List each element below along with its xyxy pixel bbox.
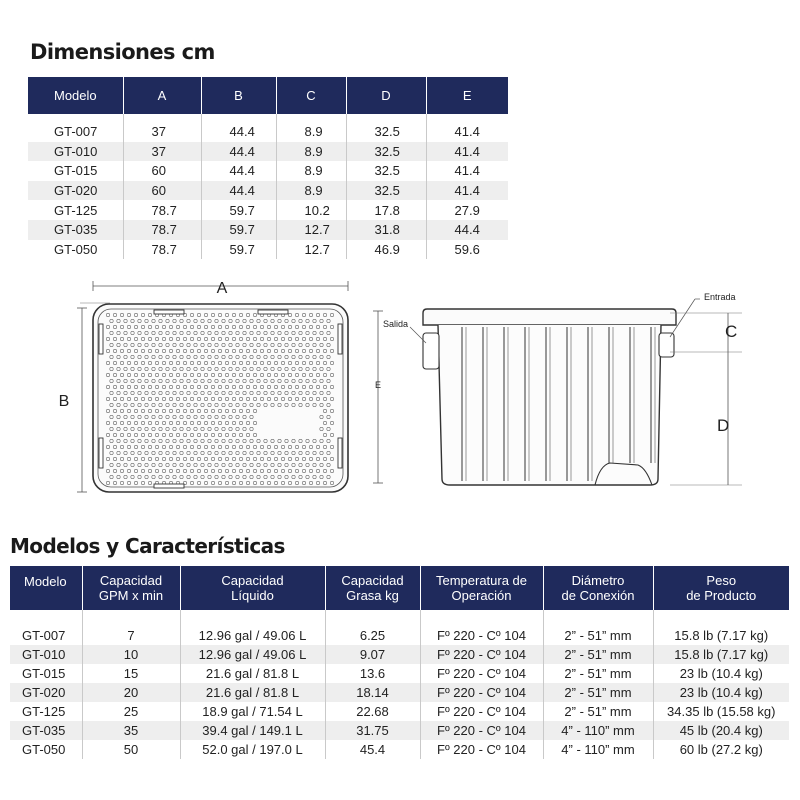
dimensions-row — [28, 240, 508, 260]
models-cell: Fº 220 - Cº 104 — [420, 664, 543, 683]
models-cell: 31.75 — [325, 721, 420, 740]
models-cell: 25 — [82, 702, 180, 721]
dimensions-row — [28, 200, 508, 220]
label-c: C — [725, 322, 738, 341]
dimensions-row — [28, 161, 508, 181]
dimensions-cell: 31.8 — [346, 220, 426, 240]
dimensions-cell: 12.7 — [276, 220, 346, 240]
models-cell: 10 — [82, 645, 180, 664]
models-cell: 12.96 gal / 49.06 L — [180, 645, 325, 664]
models-header-4 — [420, 566, 543, 610]
dimensions-cell: 8.9 — [276, 181, 346, 201]
models-cell: 2” - 51” mm — [543, 626, 653, 645]
dimensions-cell: 59.7 — [201, 240, 276, 260]
models-cell: 21.6 gal / 81.8 L — [180, 683, 325, 702]
dimensions-row — [28, 181, 508, 201]
models-cell: 52.0 gal / 197.0 L — [180, 740, 325, 759]
dimensions-cell: GT-035 — [28, 220, 123, 240]
dimensions-cell: GT-010 — [28, 142, 123, 162]
dimensions-title: Dimensiones cm — [30, 40, 215, 64]
models-cell: GT-035 — [10, 721, 82, 740]
models-cell: 18.9 gal / 71.54 L — [180, 702, 325, 721]
models-cell: Fº 220 - Cº 104 — [420, 626, 543, 645]
models-cell: GT-007 — [10, 626, 82, 645]
models-row — [10, 740, 789, 759]
dimensions-cell: 46.9 — [346, 240, 426, 260]
dimensions-row — [28, 122, 508, 142]
models-cell: 18.14 — [325, 683, 420, 702]
dimensions-cell: GT-007 — [28, 122, 123, 142]
label-b: B — [58, 393, 70, 410]
models-header-0 — [10, 566, 82, 610]
dimensions-cell: 17.8 — [346, 200, 426, 220]
dimensions-cell: 12.7 — [276, 240, 346, 260]
models-header-line: Diámetro — [571, 573, 625, 588]
models-header-line: Capacidad — [221, 573, 284, 588]
models-cell: 50 — [82, 740, 180, 759]
label-a: A — [216, 280, 228, 297]
models-cell: 15.8 lb (7.17 kg) — [674, 628, 769, 643]
dimensions-cell: 32.5 — [346, 161, 426, 181]
dimensions-cell: 41.4 — [454, 163, 480, 179]
label-d: D — [717, 416, 730, 435]
models-row — [10, 702, 789, 721]
dimensions-cell: 32.5 — [346, 122, 426, 142]
models-cell: GT-050 — [10, 740, 82, 759]
models-cell: 4” - 110” mm — [543, 740, 653, 759]
models-header-line: de Producto — [686, 588, 757, 603]
lid-side — [423, 309, 676, 325]
models-header-line: GPM x min — [98, 588, 164, 603]
models-cell: 15 — [82, 664, 180, 683]
dimensions-cell: GT-050 — [28, 240, 123, 260]
outlet-pipe — [423, 333, 439, 369]
dimensions-header-b: B — [201, 77, 276, 114]
handle-left-bottom — [99, 438, 103, 468]
dimensions-cell: 59.7 — [201, 220, 276, 240]
models-cell: Fº 220 - Cº 104 — [420, 721, 543, 740]
models-cell: 21.6 gal / 81.8 L — [180, 664, 325, 683]
models-header-2 — [180, 566, 325, 610]
dimensions-header-modelo: Modelo — [28, 77, 123, 114]
dimensions-cell: 44.4 — [201, 161, 276, 181]
models-header-line: de Conexión — [561, 588, 635, 603]
handle-right-top — [338, 324, 342, 354]
models-cell: 15.8 lb (7.17 kg) — [653, 645, 789, 664]
models-cell: Fº 220 - Cº 104 — [420, 683, 543, 702]
label-e: E — [374, 380, 382, 390]
label-entrada: Entrada — [704, 292, 736, 302]
models-cell: 13.6 — [325, 664, 420, 683]
dimensions-cell: GT-015 — [28, 161, 123, 181]
models-title: Modelos y Características — [10, 534, 285, 558]
models-header-5 — [543, 566, 653, 610]
models-cell: 2” - 51” mm — [543, 645, 653, 664]
dimensions-cell: 8.9 — [276, 161, 346, 181]
handle-bottom — [154, 484, 184, 488]
models-cell: 12.96 gal / 49.06 L — [180, 626, 325, 645]
models-header-line: Peso — [706, 573, 737, 588]
models-cell: 2” - 51” mm — [543, 664, 653, 683]
models-cell: 7 — [82, 626, 180, 645]
dimensions-cell: 78.7 — [123, 240, 201, 260]
dimensions-cell: GT-125 — [28, 200, 123, 220]
models-cell: 23 lb (10.4 kg) — [653, 683, 789, 702]
dimensions-cell: 41.4 — [454, 124, 480, 140]
dimensions-cell: 10.2 — [276, 200, 346, 220]
dimensions-table — [28, 77, 508, 259]
models-row — [10, 683, 789, 702]
dimensions-cell: 32.5 — [346, 181, 426, 201]
models-cell: GT-020 — [10, 683, 82, 702]
dimensions-cell: 41.4 — [426, 181, 508, 201]
models-header-line: Temperatura de — [435, 573, 528, 588]
models-row — [10, 721, 789, 740]
handle-top-right — [258, 310, 288, 314]
dimensions-cell: 44.4 — [201, 122, 276, 142]
dimensions-row — [28, 220, 508, 240]
models-cell: 6.25 — [325, 626, 420, 645]
dimensions-cell: 60 — [123, 181, 201, 201]
dimensions-cell: 59.7 — [201, 200, 276, 220]
handle-right-bottom — [338, 438, 342, 468]
models-header-3 — [325, 566, 420, 610]
models-cell: 23 lb (10.4 kg) — [679, 666, 763, 681]
models-cell: 4” - 110” mm — [543, 721, 653, 740]
tank-body — [438, 325, 661, 485]
models-header-line: Modelo — [24, 574, 67, 589]
models-header-row — [10, 566, 789, 610]
dimensions-cell: 59.6 — [454, 241, 480, 257]
dimensions-cell: 44.4 — [201, 142, 276, 162]
models-cell: 35 — [82, 721, 180, 740]
models-body — [10, 610, 789, 759]
models-cell: Fº 220 - Cº 104 — [420, 645, 543, 664]
dimensions-cell: 27.9 — [454, 202, 480, 218]
dimensions-header-e: E — [426, 77, 508, 114]
dimensions-header-d: D — [346, 77, 426, 114]
dimensions-cell: 78.7 — [123, 220, 201, 240]
dimensions-cell: 41.4 — [426, 142, 508, 162]
models-header-line: Operación — [451, 588, 512, 603]
models-header-line: Grasa kg — [346, 588, 399, 603]
dimensions-header-row — [28, 77, 508, 114]
models-cell: 45.4 — [325, 740, 420, 759]
models-cell: 39.4 gal / 149.1 L — [180, 721, 325, 740]
models-header-line: Líquido — [231, 588, 274, 603]
dimensions-header-a: A — [123, 77, 201, 114]
top-view-diagram — [50, 272, 370, 504]
dimensions-cell: 32.5 — [346, 142, 426, 162]
models-row — [10, 645, 789, 664]
models-header-6 — [653, 566, 789, 610]
models-cell: GT-125 — [10, 702, 82, 721]
models-cell: Fº 220 - Cº 104 — [420, 740, 543, 759]
models-cell: GT-015 — [10, 664, 82, 683]
dimensions-cell: 60 — [123, 161, 201, 181]
side-view-diagram — [370, 285, 770, 500]
dimensions-cell: 78.7 — [123, 200, 201, 220]
models-cell: 2” - 51” mm — [543, 702, 653, 721]
dimensions-cell: 37 — [123, 142, 201, 162]
models-header-line: Capacidad — [341, 573, 404, 588]
models-cell: 20 — [82, 683, 180, 702]
label-salida: Salida — [383, 319, 409, 329]
dimensions-header-c: C — [276, 77, 346, 114]
handle-left-top — [99, 324, 103, 354]
models-cell: 45 lb (20.4 kg) — [653, 721, 789, 740]
models-cell: GT-010 — [10, 645, 82, 664]
dimensions-body — [28, 114, 508, 259]
models-cell: 60 lb (27.2 kg) — [679, 742, 763, 757]
dimensions-cell: GT-020 — [28, 181, 123, 201]
models-cell: 22.68 — [325, 702, 420, 721]
models-cell: 9.07 — [325, 645, 420, 664]
models-table — [10, 566, 789, 759]
models-header-line: Capacidad — [99, 573, 163, 588]
inlet-pipe — [659, 333, 674, 357]
models-row — [10, 664, 789, 683]
dimensions-cell: 8.9 — [276, 122, 346, 142]
dimensions-cell: 44.4 — [426, 220, 508, 240]
dimensions-cell: 37 — [123, 122, 201, 142]
dimensions-cell: 8.9 — [276, 142, 346, 162]
dimensions-row — [28, 142, 508, 162]
dimensions-cell: 44.4 — [201, 181, 276, 201]
models-cell: Fº 220 - Cº 104 — [420, 702, 543, 721]
models-cell: 2” - 51” mm — [543, 683, 653, 702]
handle-top-left — [154, 310, 184, 314]
models-cell: 34.35 lb (15.58 kg) — [667, 704, 776, 719]
models-row — [10, 626, 789, 645]
models-header-1 — [82, 566, 180, 610]
